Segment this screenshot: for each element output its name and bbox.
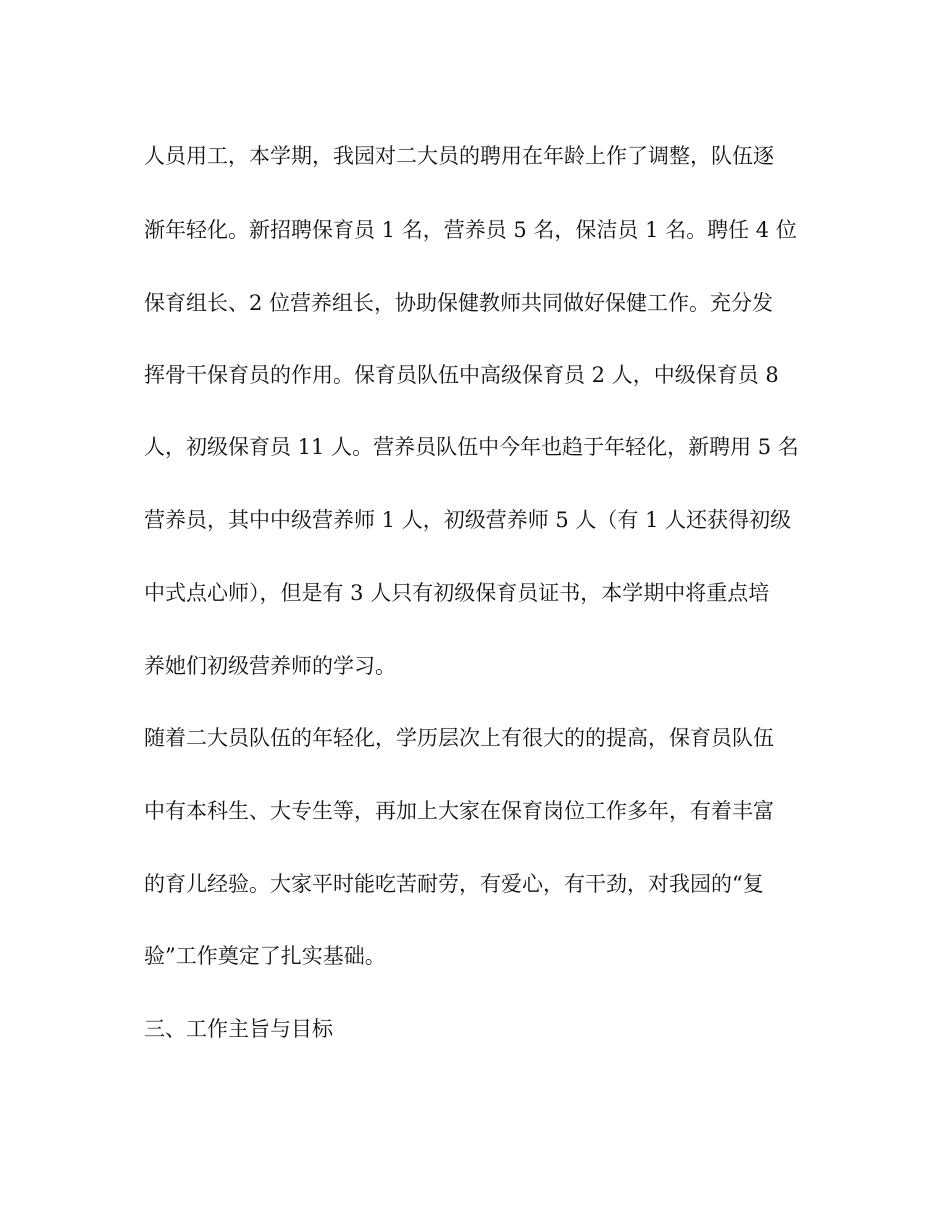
paragraph-1-line-7: 中式点心师），但是有 3 人只有初级保育员证书，本学期中将重点培: [144, 581, 770, 605]
paragraph-2-line-2: 中有本科生、大专生等，再加上大家在保育岗位工作多年，有着丰富: [144, 799, 774, 823]
section-heading: 三、工作主旨与目标: [144, 1017, 333, 1041]
paragraph-1-line-6: 营养员，其中中级营养师 1 人，初级营养师 5 人（有 1 人还获得初级: [144, 508, 792, 532]
paragraph-2-line-1: 随着二大员队伍的年轻化，学历层次上有很大的的提高，保育员队伍: [144, 726, 774, 750]
paragraph-1-line-8: 养她们初级营养师的学习。: [144, 654, 396, 678]
paragraph-1-line-3: 保育组长、2 位营养组长，协助保健教师共同做好保健工作。充分发: [144, 291, 774, 315]
paragraph-1-line-4: 挥骨干保育员的作用。保育员队伍中高级保育员 2 人，中级保育员 8: [144, 363, 779, 387]
paragraph-1-line-2: 渐年轻化。新招聘保育员 1 名，营养员 5 名，保洁员 1 名。聘任 4 位: [144, 218, 797, 242]
paragraph-1-line-5: 人，初级保育员 11 人。营养员队伍中今年也趋于年轻化，新聘用 5 名: [144, 435, 799, 459]
paragraph-1-line-1: 人员用工，本学期，我园对二大员的聘用在年龄上作了调整，队伍逐: [144, 144, 774, 168]
paragraph-2-line-4: 验”工作奠定了扎实基础。: [144, 944, 386, 968]
paragraph-2-line-3: 的育儿经验。大家平时能吃苦耐劳，有爱心，有干劲，对我园的“复: [144, 872, 764, 896]
